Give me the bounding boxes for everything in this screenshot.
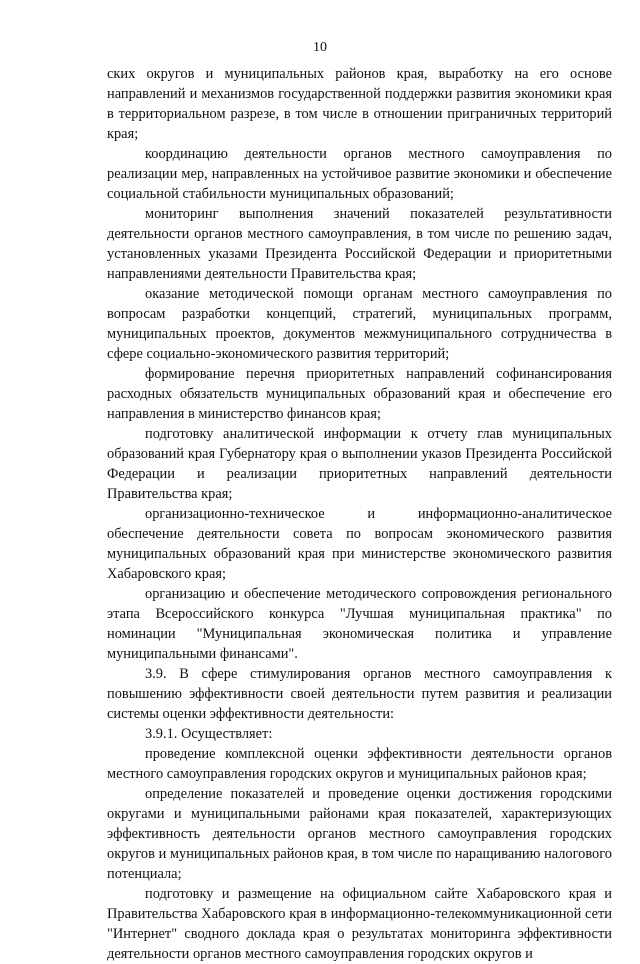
paragraph: подготовку и размещение на официальном сайте Хабаровского края и Правительства Хабаровского края в информационно-телекоммуникационной сети "Интернет" сводного доклада края о результатах мониторинга эффективности деятельности органов местного самоуправления городских округов и xyxy=(107,886,612,962)
paragraph: определение показателей и проведение оценки достижения городскими округами и муниципальными районами края показателей, характеризующих эффективность деятельности органов местного самоуправления городских округов и муниципальных районов края, в том числе по наращиванию налогового потенциала; xyxy=(107,786,612,882)
page-number: 10 xyxy=(313,40,327,55)
paragraph: проведение комплексной оценки эффективности деятельности органов местного самоуправления городских округов и муниципальных районов края; xyxy=(107,746,612,782)
paragraph: подготовку аналитической информации к отчету глав муниципальных образований края Губернатору края о выполнении указов Президента Российской Федерации и реализации приоритетных направлений деятельности Правительства края; xyxy=(107,426,612,502)
paragraph-continuation: ских округов и муниципальных районов края, выработку на его основе направлений и механизмов государственной поддержки развития экономики края в территориальном разрезе, в том числе в отношении приграничных территорий края; xyxy=(107,66,612,142)
paragraph: формирование перечня приоритетных направлений софинансирования расходных обязательств муниципальных образований края и обеспечение его направления в министерство финансов края; xyxy=(107,366,612,422)
paragraph: оказание методической помощи органам местного самоуправления по вопросам разработки концепций, стратегий, муниципальных программ, муниципальных проектов, документов межмуниципального сотрудничества в сфере социально-экономического развития территорий; xyxy=(107,286,612,362)
document-body xyxy=(107,64,612,964)
subsection-heading: 3.9.1. Осуществляет: xyxy=(145,726,273,742)
paragraph: мониторинг выполнения значений показателей результативности деятельности органов местного самоуправления, в том числе по решению задач, установленных указами Президента Российской Федерации и приоритетными направлениями деятельности Правительства края; xyxy=(107,206,612,282)
section-heading: 3.9. В сфере стимулирования органов местного самоуправления к повышению эффективности своей деятельности путем развития и реализации системы оценки эффективности деятельности: xyxy=(107,666,612,722)
paragraph: организацию и обеспечение методического сопровождения регионального этапа Всероссийского конкурса "Лучшая муниципальная практика" по номинации "Муниципальная экономическая политика и управление муниципальными финансами". xyxy=(107,586,612,662)
paragraph: организационно-техническое и информационно-аналитическое обеспечение деятельности совета по вопросам экономического развития муниципальных образований края при министерстве экономического развития Хабаровского края; xyxy=(107,506,612,582)
paragraph: координацию деятельности органов местного самоуправления по реализации мер, направленных на устойчивое развитие экономики и обеспечение социальной стабильности муниципальных образований; xyxy=(107,146,612,202)
